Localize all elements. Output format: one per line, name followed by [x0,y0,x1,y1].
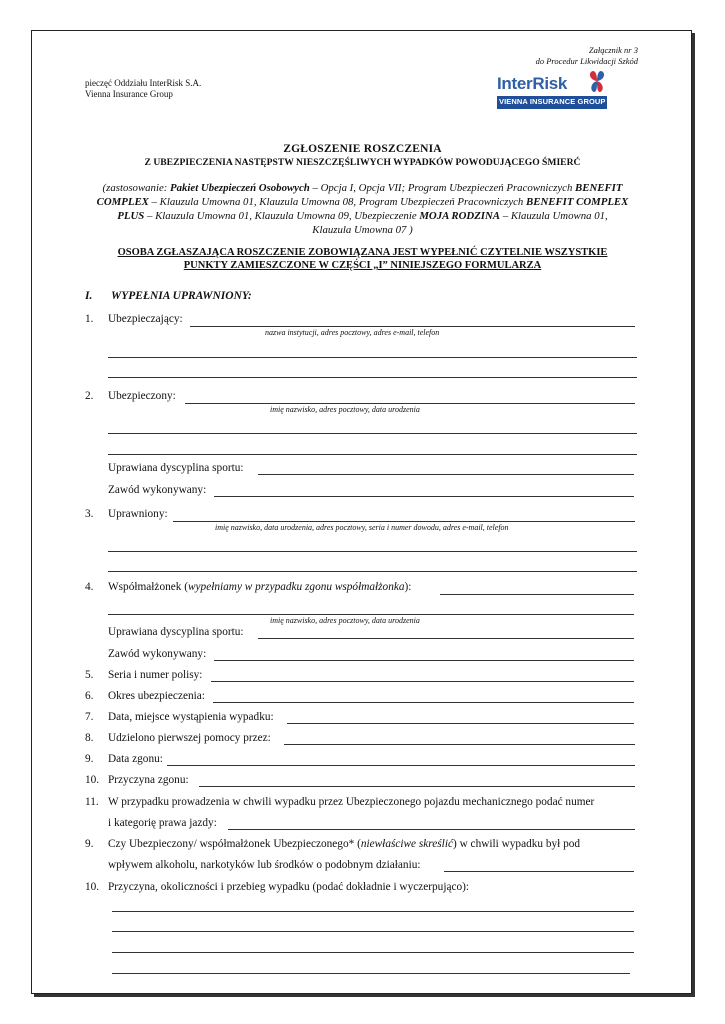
first-aid-label: Udzielono pierwszej pomocy przez: [108,732,271,744]
insurance-period-input[interactable] [213,702,634,703]
spouse-hint: imię nazwisko, adres pocztowy, data urodzenia [270,616,420,625]
spouse-label-c: ): [404,581,412,593]
field-4-number: 4. [85,581,94,593]
app-l2-a: COMPLEX [96,196,149,208]
annex-line-2: do Procedur Likwidacji Szkód [535,56,638,66]
insured-input-line-2[interactable] [108,433,637,434]
death-date-input[interactable] [167,765,635,766]
field-6-number: 6. [85,690,94,702]
field-8-number: 8. [85,732,94,744]
insured-job-label: Zawód wykonywany: [108,484,207,496]
spouse-job-input[interactable] [214,660,634,661]
app-l3-c: MOJA RODZINA [419,210,501,222]
field-7-number: 7. [85,711,94,723]
accident-description-line-1[interactable] [112,911,634,912]
alcohol-question-line-1 [108,838,580,850]
policy-number-label: Seria i numer polisy: [108,669,203,681]
alcohol-q-c: ) w chwili wypadku był pod [452,838,581,850]
field-5-number: 5. [85,669,94,681]
warning-line-1: OSOBA ZGŁASZAJĄCA ROSZCZENIE ZOBOWIĄZANA JEST WYPEŁNIĆ CZYTELNIE WSZYSTKIE [117,247,608,258]
app-l3-b: – Klauzula Umowna 01, Klauzula Umowna 09, Ubezpieczenie [144,210,420,222]
flower-icon [585,68,609,94]
insured-input-line-3[interactable] [108,454,637,455]
form-title: ZGŁOSZENIE ROSZCZENIA [283,143,442,155]
field-11-number: 11. [85,796,99,808]
application-line-2 [0,195,725,209]
accident-description-label: Przyczyna, okoliczności i przebieg wypadku (podać dokładnie i wyczerpująco): [108,881,470,893]
app-l3-d: – Klauzula Umowna 01, [500,210,608,222]
beneficiary-hint: imię nazwisko, data urodzenia, adres pocztowy, seria i numer dowodu, adres e-mail, telefon [215,523,509,532]
policyholder-input-line-3[interactable] [108,377,637,378]
beneficiary-input-line-2[interactable] [108,551,637,552]
insured-job-input[interactable] [214,496,634,497]
policyholder-label: Ubezpieczający: [108,313,183,325]
policy-number-input[interactable] [211,681,634,682]
accident-description-line-2[interactable] [112,931,634,932]
field-3-number: 3. [85,508,94,520]
accident-description-line-3[interactable] [112,952,634,953]
application-line-1 [0,181,725,195]
app-l2-c: BENEFIT COMPLEX [526,196,629,208]
spouse-label-b: wypełniamy w przypadku zgonu współmałżonka [188,581,405,593]
accident-date-place-input[interactable] [287,723,634,724]
death-date-label: Data zgonu: [108,753,163,765]
spouse-input[interactable] [440,594,634,595]
spouse-job-label: Zawód wykonywany: [108,648,207,660]
app-l3-a: PLUS [117,210,145,222]
stamp-line-2: Vienna Insurance Group [85,89,173,99]
beneficiary-input[interactable] [173,521,635,522]
section-title: WYPEŁNIA UPRAWNIONY: [111,290,252,302]
logo-wordmark: InterRisk [497,74,568,93]
insured-hint: imię nazwisko, adres pocztowy, data urodzenia [270,405,420,414]
interrisk-logo [497,68,611,114]
app-l1-c: – Opcja I, Opcja VII; Program Ubezpieczeń Pracowniczych [309,182,576,194]
beneficiary-label: Uprawniony: [108,508,168,520]
policyholder-input-line-2[interactable] [108,357,637,358]
annex-line-1: Załącznik nr 3 [588,45,638,55]
alcohol-question-line-2: wpływem alkoholu, narkotyków lub środków o podobnym działaniu: [108,859,421,871]
first-aid-input[interactable] [284,744,635,745]
app-l1-d: BENEFIT [575,182,623,194]
app-l2-b: – Klauzula Umowna 01, Klauzula Umowna 08, Program Ubezpieczeń Pracowniczych [148,196,527,208]
application-line-3 [0,209,725,223]
form-subtitle: Z UBEZPIECZENIA NASTĘPSTW NIESZCZĘŚLIWYCH WYPADKÓW POWODUJĄCEGO ŚMIERĆ [144,157,581,168]
insured-label: Ubezpieczony: [108,390,176,402]
spouse-label-a: Współmałżonek ( [108,581,188,593]
alcohol-q-a: Czy Ubezpieczony/ współmałżonek Ubezpieczonego* ( [108,838,361,850]
policyholder-hint: nazwa instytucji, adres pocztowy, adres e-mail, telefon [265,328,440,337]
application-line-4: Klauzula Umowna 07 ) [312,224,413,236]
insured-input[interactable] [185,403,635,404]
policyholder-input[interactable] [190,326,635,327]
insured-sport-label: Uprawiana dyscyplina sportu: [108,462,244,474]
spouse-label [108,581,411,593]
spouse-sport-input[interactable] [258,638,634,639]
driving-license-label: i kategorię prawa jazdy: [108,817,217,829]
alcohol-q-b: niewłaściwe skreślić [360,838,453,850]
beneficiary-input-line-3[interactable] [108,571,637,572]
accident-date-place-label: Data, miejsce wystąpienia wypadku: [108,711,274,723]
warning-line-2: PUNKTY ZAMIESZCZONE W CZĘŚCI „I” NINIEJSZEGO FORMULARZA [183,260,542,271]
field-1-number: 1. [85,313,94,325]
accident-description-line-4[interactable] [112,973,630,974]
insured-sport-input[interactable] [258,474,634,475]
death-cause-input[interactable] [199,786,635,787]
field-10-number: 10. [85,774,100,786]
alcohol-answer-input[interactable] [444,871,634,872]
death-cause-label: Przyczyna zgonu: [108,774,189,786]
driving-license-input[interactable] [228,829,635,830]
field-9b-number: 9. [85,838,94,850]
app-l1-a: (zastosowanie: [102,182,171,194]
spouse-input-line-2[interactable] [108,614,634,615]
insurance-period-label: Okres ubezpieczenia: [108,690,205,702]
spouse-sport-label: Uprawiana dyscyplina sportu: [108,626,244,638]
logo-subtitle: VIENNA INSURANCE GROUP [499,97,606,106]
stamp-line-1: pieczęć Oddziału InterRisk S.A. [85,78,202,88]
app-l1-b: Pakiet Ubezpieczeń Osobowych [170,182,310,194]
field-10b-number: 10. [85,881,100,893]
field-2-number: 2. [85,390,94,402]
driving-license-line-1: W przypadku prowadzenia w chwili wypadku przez Ubezpieczonego pojazdu mechanicznego podać numer [108,796,595,808]
field-9-number: 9. [85,753,94,765]
section-number: I. [85,290,93,302]
